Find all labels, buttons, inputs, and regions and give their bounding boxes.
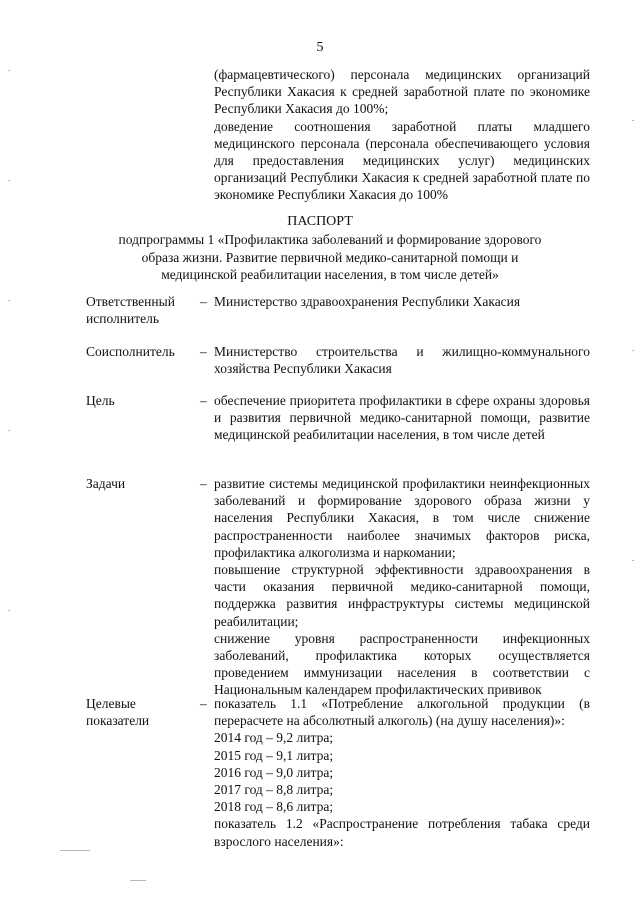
scan-speck bbox=[8, 430, 10, 431]
row-label: Цель bbox=[86, 393, 115, 408]
scan-speck bbox=[8, 180, 10, 181]
row-line: 2016 год – 9,0 литра; bbox=[214, 764, 334, 780]
page-number: 5 bbox=[316, 40, 324, 55]
row-line: повышение структурной эффективности здравоохранения в части оказания первичной медико-санитарной помощи, поддержка развития инфраструктуры системы медицинской реабилитации; bbox=[214, 562, 590, 629]
row-line: снижение уровня распространенности инфекционных заболеваний, профилактика которых осуществляется проведением иммунизации населения в соответствии с Национальным календарем профилактических прививок bbox=[214, 630, 590, 698]
intro-paragraph: доведение соотношения заработной платы младшего медицинского персонала (персонала обеспечивающего условия для предоставления медицинских услуг) медицинских организаций Республики Хакасия к средней заработной плате по экономике Республики Хакасия до 100% bbox=[214, 118, 590, 203]
row-label: Соисполнитель bbox=[86, 344, 175, 359]
row-line: показатель 1.1 «Потребление алкогольной продукции (в перерасчете на абсолютный алкоголь) (на душу населения)»: bbox=[214, 696, 590, 729]
row-label: Задачи bbox=[86, 476, 126, 491]
intro-text bbox=[214, 66, 590, 204]
passport-title: ПАСПОРТ bbox=[287, 214, 353, 229]
row-line: 2017 год – 8,8 литра; bbox=[214, 782, 334, 798]
row-content bbox=[214, 392, 590, 444]
row-dash: – bbox=[200, 294, 207, 309]
row-content bbox=[214, 475, 590, 699]
scan-speck bbox=[632, 350, 634, 351]
passport-subtitle: подпрограммы 1 «Профилактика заболеваний и формирование здорового образа жизни. Развитие первичной медико-санитарной помощи и медицинской реабилитации населения, в том числе детей» bbox=[118, 232, 542, 282]
scan-speck bbox=[8, 70, 10, 71]
row-line: развитие системы медицинской профилактики неинфекционных заболеваний и формирование здорового образа жизни у населения Республики Хакасия, в том числе снижение распространенности наиболее значимых факторов риска, профилактика алкоголизма и наркомании; bbox=[214, 476, 590, 560]
scan-speck bbox=[632, 120, 634, 121]
scan-speck bbox=[130, 880, 146, 881]
scan-speck bbox=[60, 850, 90, 851]
scan-speck bbox=[632, 560, 634, 561]
row-line: Министерство строительства и жилищно-коммунального хозяйства Республики Хакасия bbox=[214, 344, 590, 377]
row-content bbox=[214, 293, 590, 310]
row-line: обеспечение приоритета профилактики в сфере охраны здоровья и развития первичной медико-санитарной помощи, развитие медицинской реабилитации населения, в том числе детей bbox=[214, 393, 590, 443]
row-dash: – bbox=[200, 696, 207, 711]
row-line: 2015 год – 9,1 литра; bbox=[214, 747, 334, 763]
row-dash: – bbox=[200, 344, 207, 359]
intro-paragraph: (фармацевтического) персонала медицинских организаций Республики Хакасия к средней заработной плате по экономике Республики Хакасия до 100%; bbox=[214, 67, 590, 117]
row-dash: – bbox=[200, 393, 207, 408]
row-dash: – bbox=[200, 476, 207, 491]
row-line: показатель 1.2 «Распространение потребления табака среди взрослого населения»: bbox=[214, 816, 590, 849]
row-content bbox=[214, 343, 590, 377]
scan-speck bbox=[8, 300, 10, 301]
row-line: 2014 год – 9,2 литра; bbox=[214, 730, 334, 746]
row-content bbox=[214, 695, 590, 850]
row-label: Целевые показатели bbox=[86, 696, 150, 729]
row-label: Ответственный исполнитель bbox=[86, 294, 175, 327]
scan-speck bbox=[8, 610, 10, 611]
row-line: 2018 год – 8,6 литра; bbox=[214, 799, 334, 815]
row-line: Министерство здравоохранения Республики Хакасия bbox=[214, 294, 521, 309]
